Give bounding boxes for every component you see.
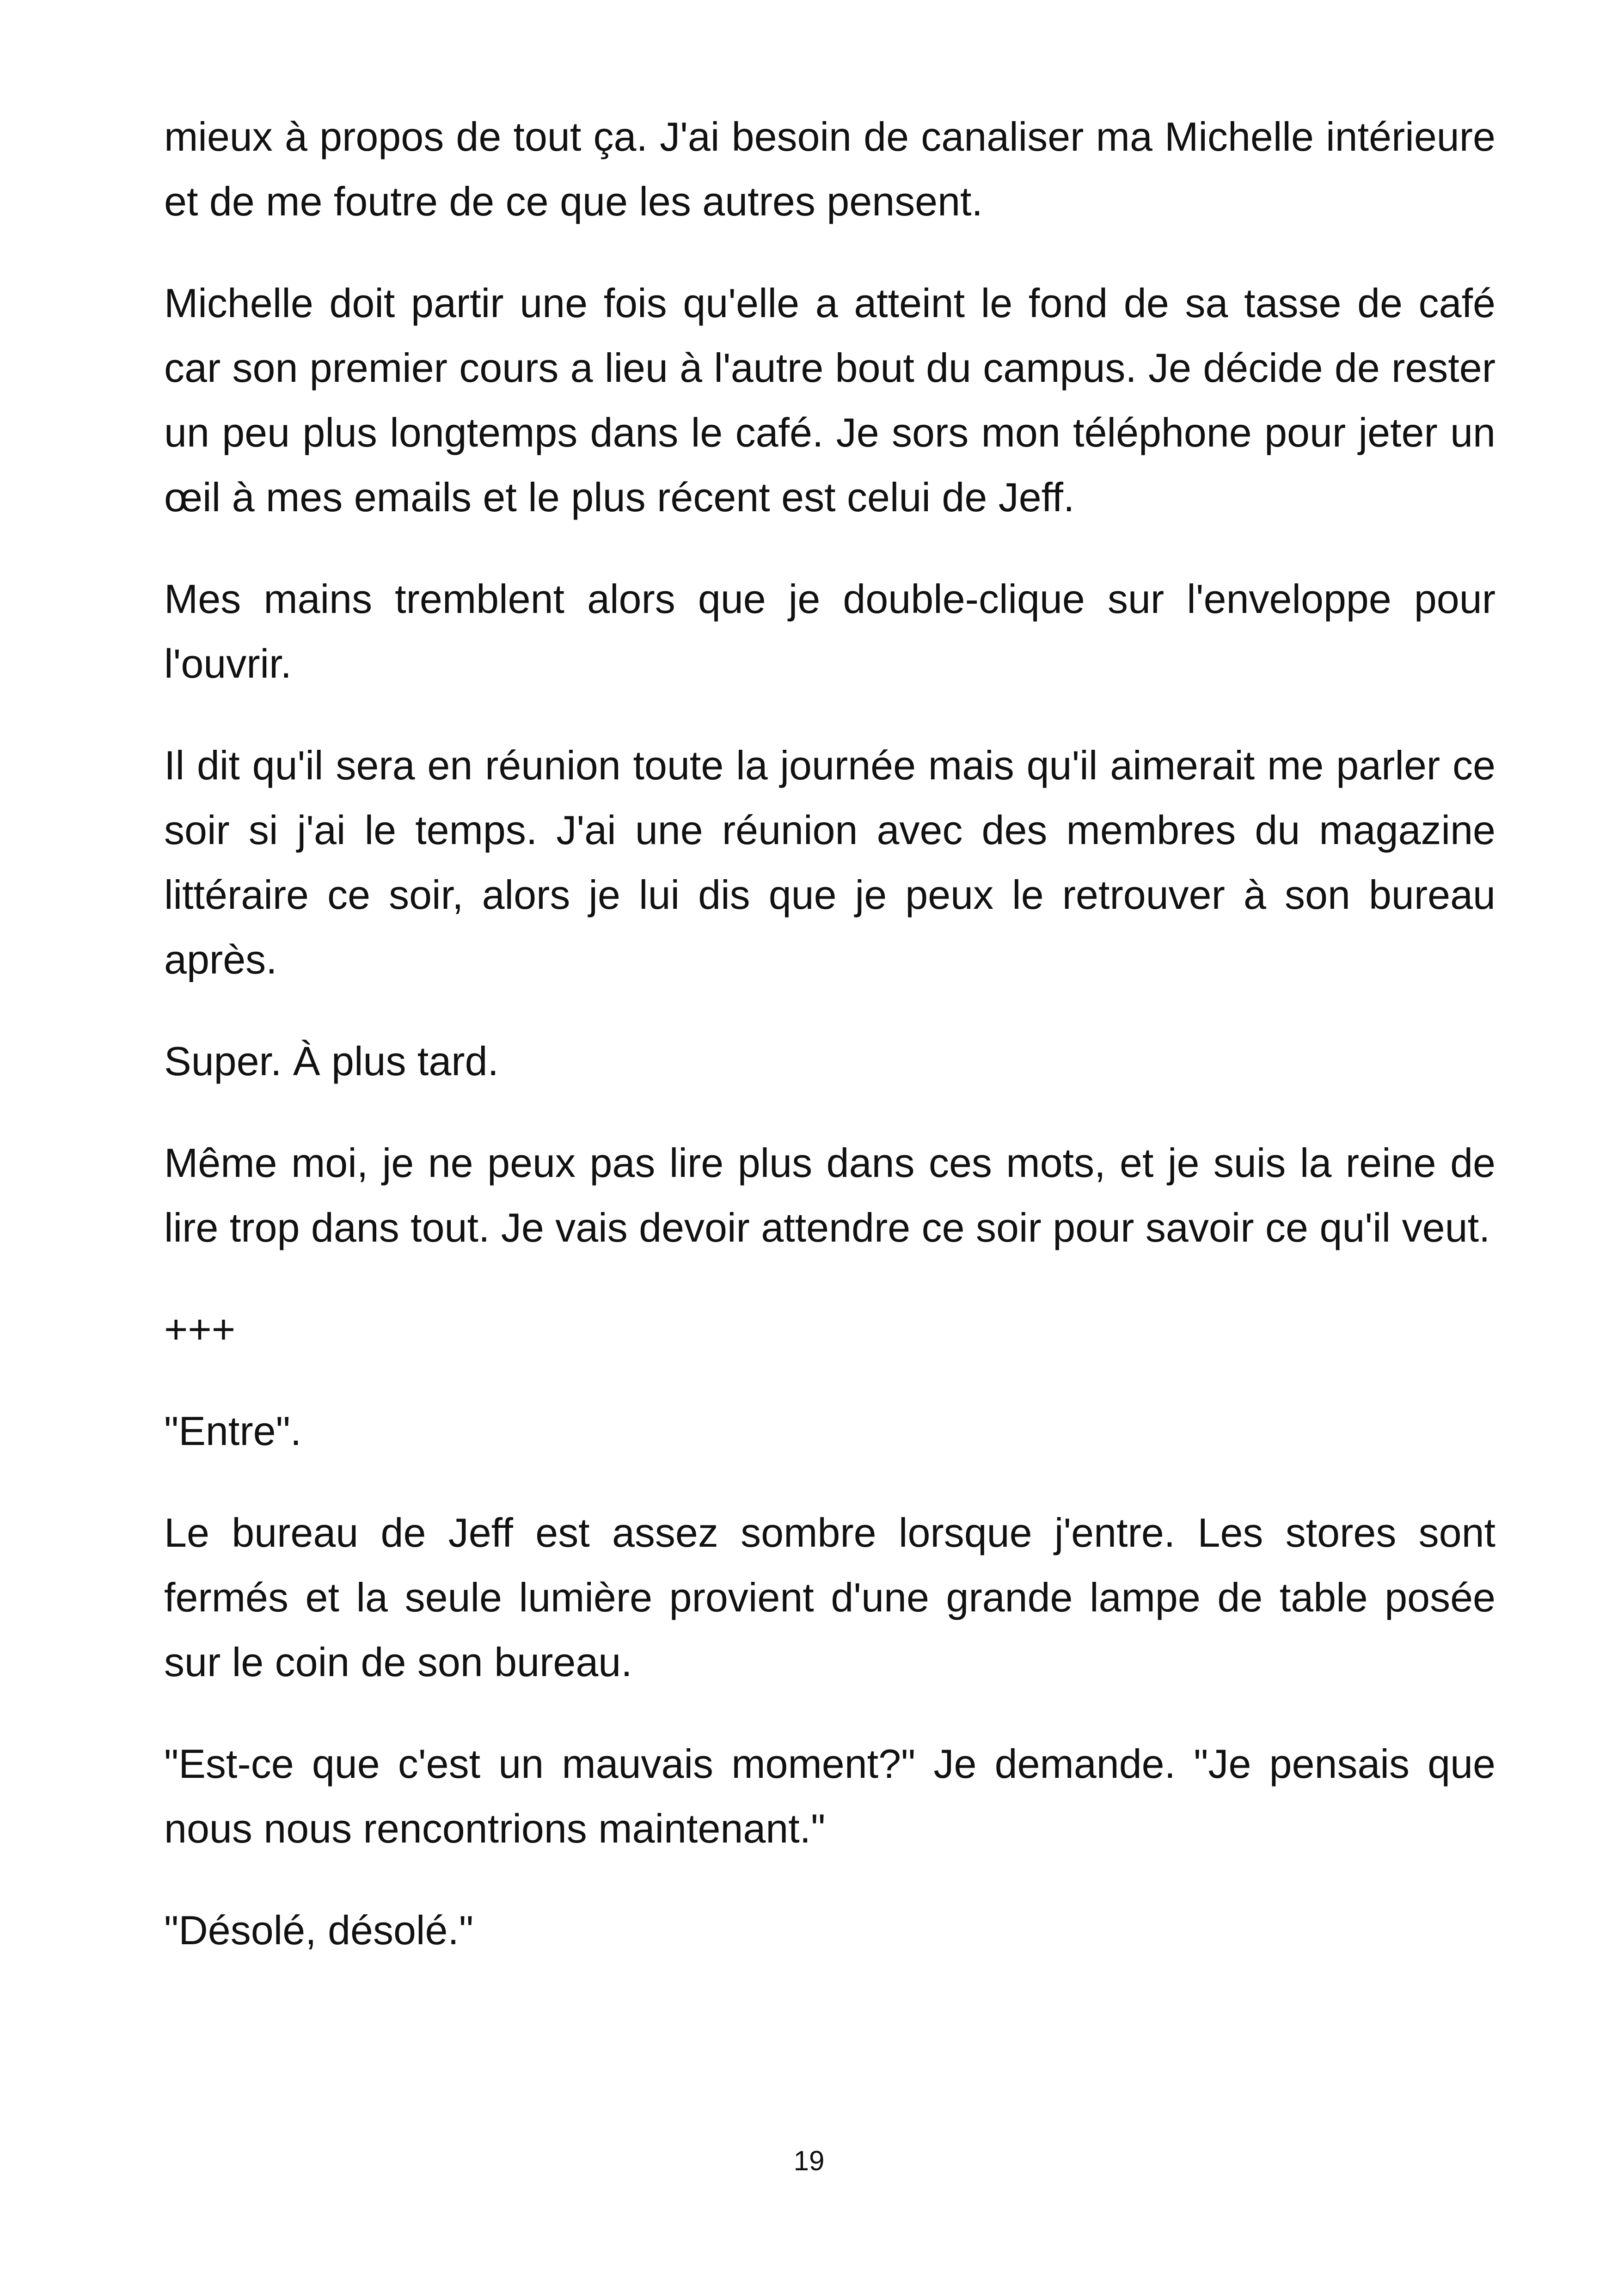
- paragraph: "Est-ce que c'est un mauvais moment?" Je demande. "Je pensais que nous nous rencontrions maintenant.": [164, 1741, 1495, 1851]
- paragraph: Il dit qu'il sera en réunion toute la journée mais qu'il aimerait me parler ce soir si j'ai le temps. J'ai une réunion avec des membres du magazine littéraire ce soir, alors je lui dis que je peux le retrouver à son bureau après.: [164, 742, 1495, 982]
- paragraph: mieux à propos de tout ça. J'ai besoin de canaliser ma Michelle intérieure et de me foutre de ce que les autres pensent.: [164, 114, 1495, 224]
- paragraph: "Désolé, désolé.": [164, 1907, 474, 1953]
- paragraph: Même moi, je ne peux pas lire plus dans ces mots, et je suis la reine de lire trop dans tout. Je vais devoir attendre ce soir pour savoir ce qu'il veut.: [164, 1140, 1495, 1250]
- paragraph: Michelle doit partir une fois qu'elle a atteint le fond de sa tasse de café car son premier cours a lieu à l'autre bout du campus. Je décide de rester un peu plus longtemps dans le café. Je sors mon téléphone pour jeter un œil à mes emails et le plus récent est celui de Jeff.: [164, 280, 1495, 520]
- paragraph: Super. À plus tard.: [164, 1038, 499, 1084]
- scene-break: +++: [164, 1306, 236, 1352]
- paragraph: Mes mains tremblent alors que je double-clique sur l'enveloppe pour l'ouvrir.: [164, 576, 1495, 686]
- paragraph: Le bureau de Jeff est assez sombre lorsque j'entre. Les stores sont fermés et la seule lumière provient d'une grande lampe de table posée sur le coin de son bureau.: [164, 1510, 1495, 1685]
- page-number: 19: [793, 2145, 825, 2176]
- paragraph: "Entre".: [164, 1408, 302, 1454]
- page-body-text: [164, 104, 1495, 2000]
